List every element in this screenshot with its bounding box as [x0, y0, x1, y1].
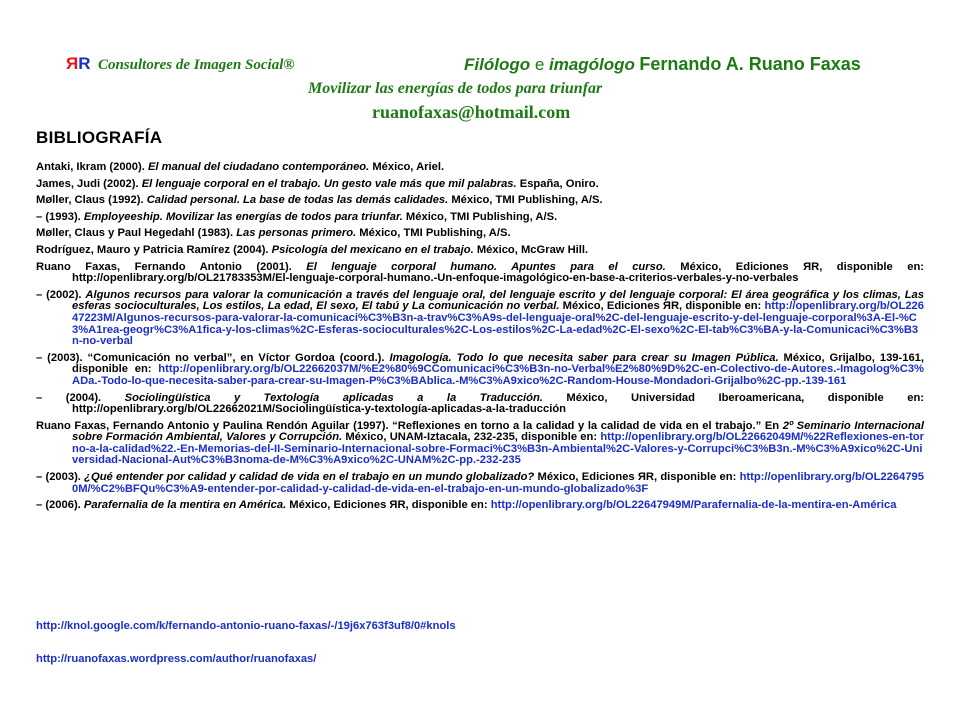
entry-title: Las personas primero. — [236, 227, 357, 240]
entry-title: Imagología. Todo lo que necesita saber para crear su Imagen Pública. — [389, 351, 779, 364]
entry-url-link[interactable]: http://openlibrary.org/b/OL22647949M/Parafernalia-de-la-mentira-en-América — [490, 499, 897, 512]
footer-link[interactable]: http://ruanofaxas.wordpress.com/author/ruanofaxas/ — [36, 653, 317, 665]
author-name: Fernando A. Ruano Faxas — [639, 54, 861, 74]
brand-logo — [66, 54, 91, 73]
bibliography-entry — [36, 262, 924, 285]
bibliography-list — [36, 162, 924, 517]
bibliography-entry — [36, 245, 924, 257]
footer-link[interactable]: http://knol.google.com/k/fernando-antonio-ruano-faxas/-/19j6x763f3uf8/0#knols — [36, 620, 456, 632]
entry-title: Parafernalia de la mentira en América. — [83, 499, 287, 512]
entry-title: El manual del ciudadano contemporáneo. — [147, 161, 370, 173]
entry-author-year: – (2002). — [36, 288, 86, 301]
entry-author-year: Ruano Faxas, Fernando Antonio y Paulina Rendón Aguilar (1997). “Reflexiones en torno a la calidad y la calidad de vida en el trabajo.” En — [36, 419, 783, 432]
entry-url-text: http://openlibrary.org/b/OL21783353M/El-lenguaje-corporal-humano.-Un-enfoque-imagológico-en-base-a-criterios-verbales-y-no-verbales — [72, 272, 799, 285]
bibliography-entry — [36, 500, 924, 512]
bibliography-entry — [36, 228, 924, 240]
entry-author-year: Antaki, Ikram (2000). — [36, 161, 148, 173]
entry-author-year: – (2006). — [36, 499, 84, 512]
entry-url-link[interactable]: http://openlibrary.org/b/OL22647223M/Algunos-recursos-para-valorar-la-comunicaci%C3%B3n-a-trav%C3%A9s-del-lenguaje-oral%2C-del-lenguaje-escrito-y-del-lenguaje-corporal%3A-El-%C3%A1rea-geogr%C3%A1fica-y-los-climas%2C-Esferas-socioculturales%2C-Los-estilos%2C-La-edad%2C-El-sexo%2C-El-tab%C3%BA-y-la-Comunicaci%C3%B3n-no-verbal — [72, 300, 924, 348]
entry-publisher: México, TMI Publishing, A/S. — [356, 227, 511, 240]
logo-letter-reversed-r: Я — [66, 54, 79, 73]
entry-title: Sociolingüística y Textología aplicadas a la Traducción. — [124, 391, 543, 404]
entry-publisher: México, Universidad Iberoamericana, disponible en: — [542, 391, 924, 404]
bibliography-entry — [36, 421, 924, 467]
entry-publisher: España, Oniro. — [516, 177, 599, 190]
slogan-text: Movilizar las energías de todos para triunfar — [308, 80, 603, 97]
entry-publisher: México, McGraw Hill. — [473, 243, 589, 256]
footer-links — [36, 620, 456, 686]
entry-title: Employeeship. Movilizar las energías de todos para triunfar. — [83, 210, 403, 223]
entry-author-year: – (2003). “Comunicación no verbal”, en Víctor Gordoa (coord.). — [36, 351, 390, 364]
entry-title: Algunos recursos para valorar la comunicación a través del lenguaje oral, del lenguaje escrito y del lenguaje corporal: El área geográfica y los climas, Las esferas socioculturales, Los estilos, La edad, El sexo, El tabú y La comunicación no verbal. — [72, 288, 924, 313]
logo-letter-r: R — [78, 54, 91, 73]
entry-publisher: México, Ariel. — [369, 161, 445, 173]
entry-url-link[interactable]: http://openlibrary.org/b/OL22647950M/%C2%BFQu%C3%A9-entender-por-calidad-y-calidad-de-vida-en-el-trabajo-en-un-mundo-globalizado%3F — [72, 471, 924, 495]
entry-title: Psicología del mexicano en el trabajo. — [271, 243, 474, 256]
bibliography-entry — [36, 195, 924, 207]
bibliography-entry — [36, 472, 924, 495]
entry-title: El lenguaje corporal humano. Apuntes para el curso. — [306, 260, 666, 273]
profession-conjunction: e — [530, 55, 549, 74]
profession-philologist: Filólogo — [464, 55, 531, 74]
entry-author-year: James, Judi (2002). — [36, 177, 142, 190]
entry-author-year: – (2003). — [36, 471, 85, 484]
bibliography-entry — [36, 162, 924, 174]
entry-author-year: – (1993). — [36, 210, 84, 223]
entry-title: 2º Seminario Internacional sobre Formación Ambiental, Valores y Corrupción. — [72, 419, 925, 444]
header-top-row — [0, 54, 960, 80]
entry-url-text: http://openlibrary.org/b/OL22662021M/Sociolingüística-y-textología-aplicadas-a-la-traducción — [72, 403, 567, 416]
entry-publisher: México, Ediciones ЯR, disponible en: — [286, 499, 491, 512]
entry-title: ¿Qué entender por calidad y calidad de vida en el trabajo en un mundo globalizado? — [84, 471, 535, 484]
entry-author-year: Rodríguez, Mauro y Patricia Ramírez (2004). — [36, 243, 272, 256]
entry-publisher: México, TMI Publishing, A/S. — [448, 194, 603, 207]
entry-author-year: Møller, Claus (1992). — [36, 194, 147, 207]
brand — [66, 54, 295, 74]
entry-publisher: México, Ediciones ЯR, disponible en: — [665, 260, 925, 273]
author-line — [464, 54, 861, 75]
entry-publisher: México, Ediciones ЯR, disponible en: — [534, 471, 740, 484]
entry-publisher: México, Ediciones ЯR, disponible en: — [559, 300, 765, 313]
contact-email[interactable]: ruanofaxas@hotmail.com — [372, 102, 571, 122]
bibliography-entry — [36, 393, 924, 416]
entry-title: El lenguaje corporal en el trabajo. Un gesto vale más que mil palabras. — [141, 177, 517, 190]
entry-author-year: Møller, Claus y Paul Hegedahl (1983). — [36, 227, 237, 240]
page-title: BIBLIOGRAFÍA — [36, 128, 163, 147]
entry-publisher: México, UNAM-Iztacala, 232-235, disponible en: — [342, 431, 601, 444]
bibliography-entry — [36, 179, 924, 191]
entry-title: Calidad personal. La base de todas las demás calidades. — [146, 194, 449, 207]
bibliography-entry — [36, 290, 924, 348]
bibliography-entry — [36, 212, 924, 224]
entry-url-link[interactable]: http://openlibrary.org/b/OL22662049M/%22Reflexiones-en-torno-a-la-calidad%22.-En-Memorias-del-II-Seminario-Internacional-sobre-Formaci%C3%B3n-Ambiental%2C-Valores-y-Corrupci%C3%B3n.-M%C3%A9xico%2C-Universidad-Nacional-Aut%C3%B3noma-de-M%C3%A9xico%2C-UNAM%2C-pp.-232-235 — [72, 431, 924, 467]
bibliography-entry — [36, 353, 924, 388]
entry-url-link[interactable]: http://openlibrary.org/b/OL22662037M/%E2%80%9CComunicaci%C3%B3n-no-Verbal%E2%80%9D%2C-en-Colectivo-de-Autores.-Imagolog%C3%ADa.-Todo-lo-que-necesita-saber-para-crear-su-Imagen-P%C3%BAblica.-M%C3%A9xico%2C-Random-House-Mondadori-Grijalbo%2C-pp.-139-161 — [72, 363, 924, 387]
entry-publisher: México, Grijalbo, 139-161, disponible en: — [72, 351, 925, 376]
entry-author-year: – (2004). — [36, 391, 125, 404]
entry-author-year: Ruano Faxas, Fernando Antonio (2001). — [36, 260, 307, 273]
profession-imagologist: imagólogo — [549, 55, 635, 74]
company-name: Consultores de Imagen Social® — [97, 57, 295, 73]
entry-publisher: México, TMI Publishing, A/S. — [402, 210, 558, 223]
document-header — [0, 0, 960, 130]
